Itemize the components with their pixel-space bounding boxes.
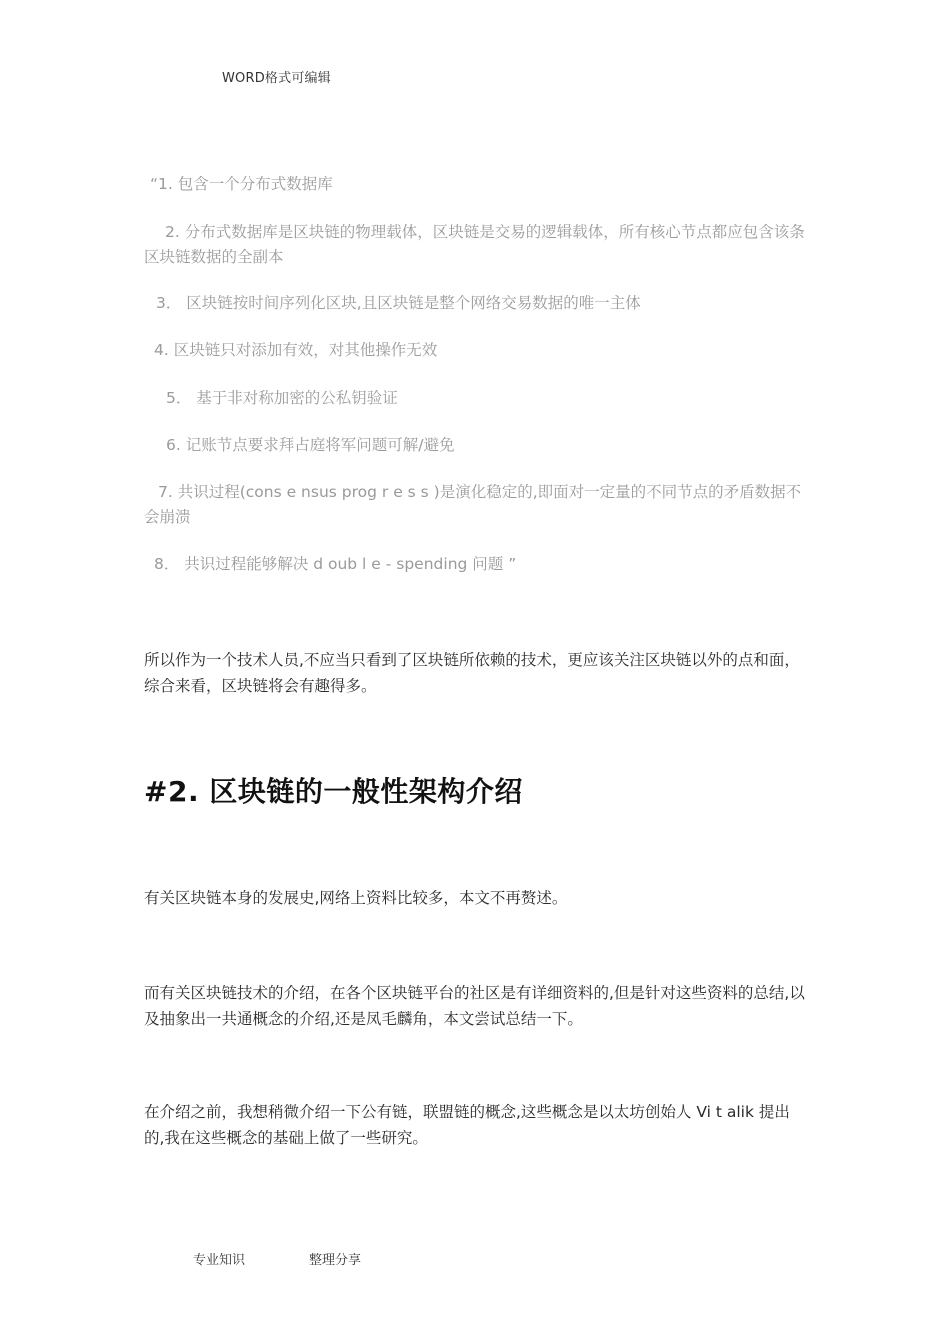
quote-line-7: 7. 共识过程(cons e nsus prog r e s s )是演化稳定的,即面对一定量的不同节点的矛盾数据不会崩溃 [144, 483, 802, 526]
quote-line-2: 2. 分布式数据库是区块链的物理载体，区块链是交易的逻辑载体，所有核心节点都应包含该条区块链数据的全副本 [144, 223, 805, 266]
quote-line-3: 3． 区块链按时间序列化区块,且区块链是整个网络交易数据的唯一主体 [156, 294, 641, 312]
paragraph-history: 有关区块链本身的发展史,网络上资料比较多，本文不再赘述。 [144, 889, 568, 907]
quote-line-8: 8． 共识过程能够解决 d oub l e - spending 问题 ” [154, 555, 517, 573]
quote-line-6: 6. 记账节点要求拜占庭将军问题可解/避免 [166, 436, 455, 454]
footer-right: 整理分享 [309, 1253, 362, 1268]
quote-line-5: 5． 基于非对称加密的公私钥验证 [166, 389, 398, 407]
quote-line-4: 4. 区块链只对添加有效，对其他操作无效 [154, 341, 438, 359]
paragraph-chain-concepts: 在介绍之前，我想稍微介绍一下公有链，联盟链的概念,这些概念是以太坊创始人 Vi t alik 提出的,我在这些概念的基础上做了一些研究。 [144, 1103, 790, 1147]
footer-left: 专业知识 [193, 1253, 246, 1268]
section-heading: #2. 区块链的一般性架构介绍 [144, 775, 523, 808]
quote-line-1: “1. 包含一个分布式数据库 [150, 175, 333, 193]
paragraph-tech-intro: 而有关区块链技术的介绍，在各个区块链平台的社区是有详细资料的,但是针对这些资料的总结,以及抽象出一共通概念的介绍,还是凤毛麟角，本文尝试总结一下。 [144, 984, 805, 1028]
page-header: WORD格式可编辑 [222, 71, 331, 86]
paragraph-tech-perspective: 所以作为一个技术人员,不应当只看到了区块链所依赖的技术，更应该关注区块链以外的点和面，综合来看，区块链将会有趣得多。 [144, 651, 800, 695]
